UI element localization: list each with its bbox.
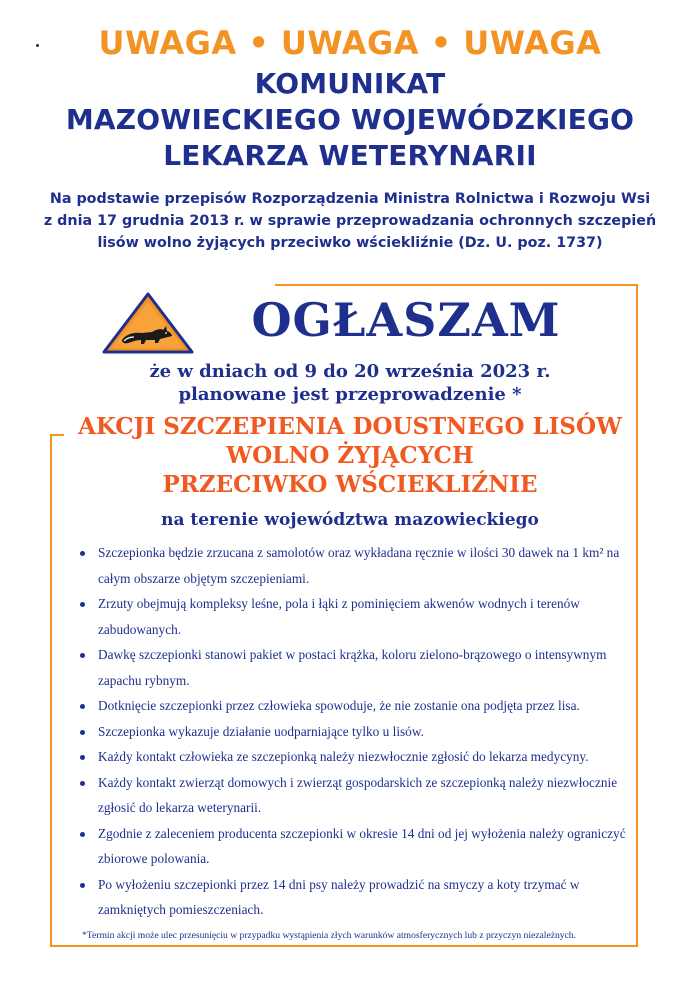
bullet-icon	[80, 883, 85, 888]
frame-border-top	[275, 284, 637, 286]
list-item: Każdy kontakt zwierząt domowych i zwierząt gospodarskich ze szczepionką należy niezwłocznie zgłosić do lekarza weterynarii.	[78, 770, 638, 821]
legal-basis-line: Na podstawie przepisów Rozporządzenia Ministra Rolnictwa i Rozwoju Wsi	[49, 191, 651, 207]
bullet-icon	[80, 653, 85, 658]
list-item: Szczepionka wykazuje działanie uodparniające tylko u lisów.	[78, 719, 638, 745]
bullet-icon	[80, 551, 85, 556]
list-item: Dotknięcie szczepionki przez człowieka spowoduje, że nie zostanie ona podjęta przez lisa.	[78, 693, 638, 719]
campaign-title-line: WOLNO ŻYJĄCYCH	[226, 442, 474, 469]
bullet-icon	[80, 781, 85, 786]
legal-basis	[0, 188, 700, 254]
campaign-title-line: PRZECIWKO WŚCIEKLIŹNIE	[162, 471, 538, 498]
frame-border-bottom	[50, 945, 638, 947]
footnote: *Termin akcji może ulec przesunięciu w przypadku wystąpienia złych warunków atmosferycznych lub z przyczyn niezależnych.	[82, 930, 577, 941]
instructions-list	[78, 540, 638, 923]
fox-warning-sign-icon	[100, 290, 196, 356]
title-line: KOMUNIKAT	[254, 67, 446, 100]
title-line: MAZOWIECKIEGO WOJEWÓDZKIEGO	[65, 103, 635, 136]
announce-heading: OGŁASZAM	[251, 293, 561, 347]
notice-title	[0, 66, 700, 174]
legal-basis-line: z dnia 17 grudnia 2013 r. w sprawie przeprowadzania ochronnych szczepień	[43, 213, 657, 229]
bullet-icon	[80, 755, 85, 760]
campaign-region: na terenie województwa mazowieckiego	[161, 510, 539, 530]
dates-line: że w dniach od 9 do 20 września 2023 r.	[149, 361, 551, 382]
uwaga-banner: UWAGA • UWAGA • UWAGA	[98, 24, 602, 62]
campaign-title	[30, 412, 670, 499]
dates-line: planowane jest przeprowadzenie *	[178, 384, 522, 405]
bullet-icon	[80, 730, 85, 735]
title-line: LEKARZA WETERYNARII	[163, 139, 537, 172]
list-item: Każdy kontakt człowieka ze szczepionką należy niezwłocznie zgłosić do lekarza medycyny.	[78, 744, 638, 770]
campaign-dates	[0, 360, 700, 406]
legal-basis-line: lisów wolno żyjących przeciwko wściekliźnie (Dz. U. poz. 1737)	[97, 235, 603, 251]
campaign-title-line: AKCJI SZCZEPIENIA DOUSTNEGO LISÓW	[78, 413, 622, 440]
list-item: Zgodnie z zaleceniem producenta szczepionki w okresie 14 dni od jej wyłożenia należy ograniczyć zbiorowe polowania.	[78, 821, 638, 872]
bullet-icon	[80, 832, 85, 837]
list-item: Zrzuty obejmują kompleksy leśne, pola i łąki z pominięciem akwenów wodnych i terenów zabudowanych.	[78, 591, 638, 642]
bullet-icon	[80, 602, 85, 607]
list-item: Szczepionka będzie zrzucana z samolotów oraz wykładana ręcznie w ilości 30 dawek na 1 km² na całym obszarze objętym szczepieniami.	[78, 540, 638, 591]
list-item: Dawkę szczepionki stanowi pakiet w postaci krążka, koloru zielono-brązowego o intensywnym zapachu rybnym.	[78, 642, 638, 693]
bullet-icon	[80, 704, 85, 709]
list-item: Po wyłożeniu szczepionki przez 14 dni psy należy prowadzić na smyczy a koty trzymać w zamkniętych pomieszczeniach.	[78, 872, 638, 923]
